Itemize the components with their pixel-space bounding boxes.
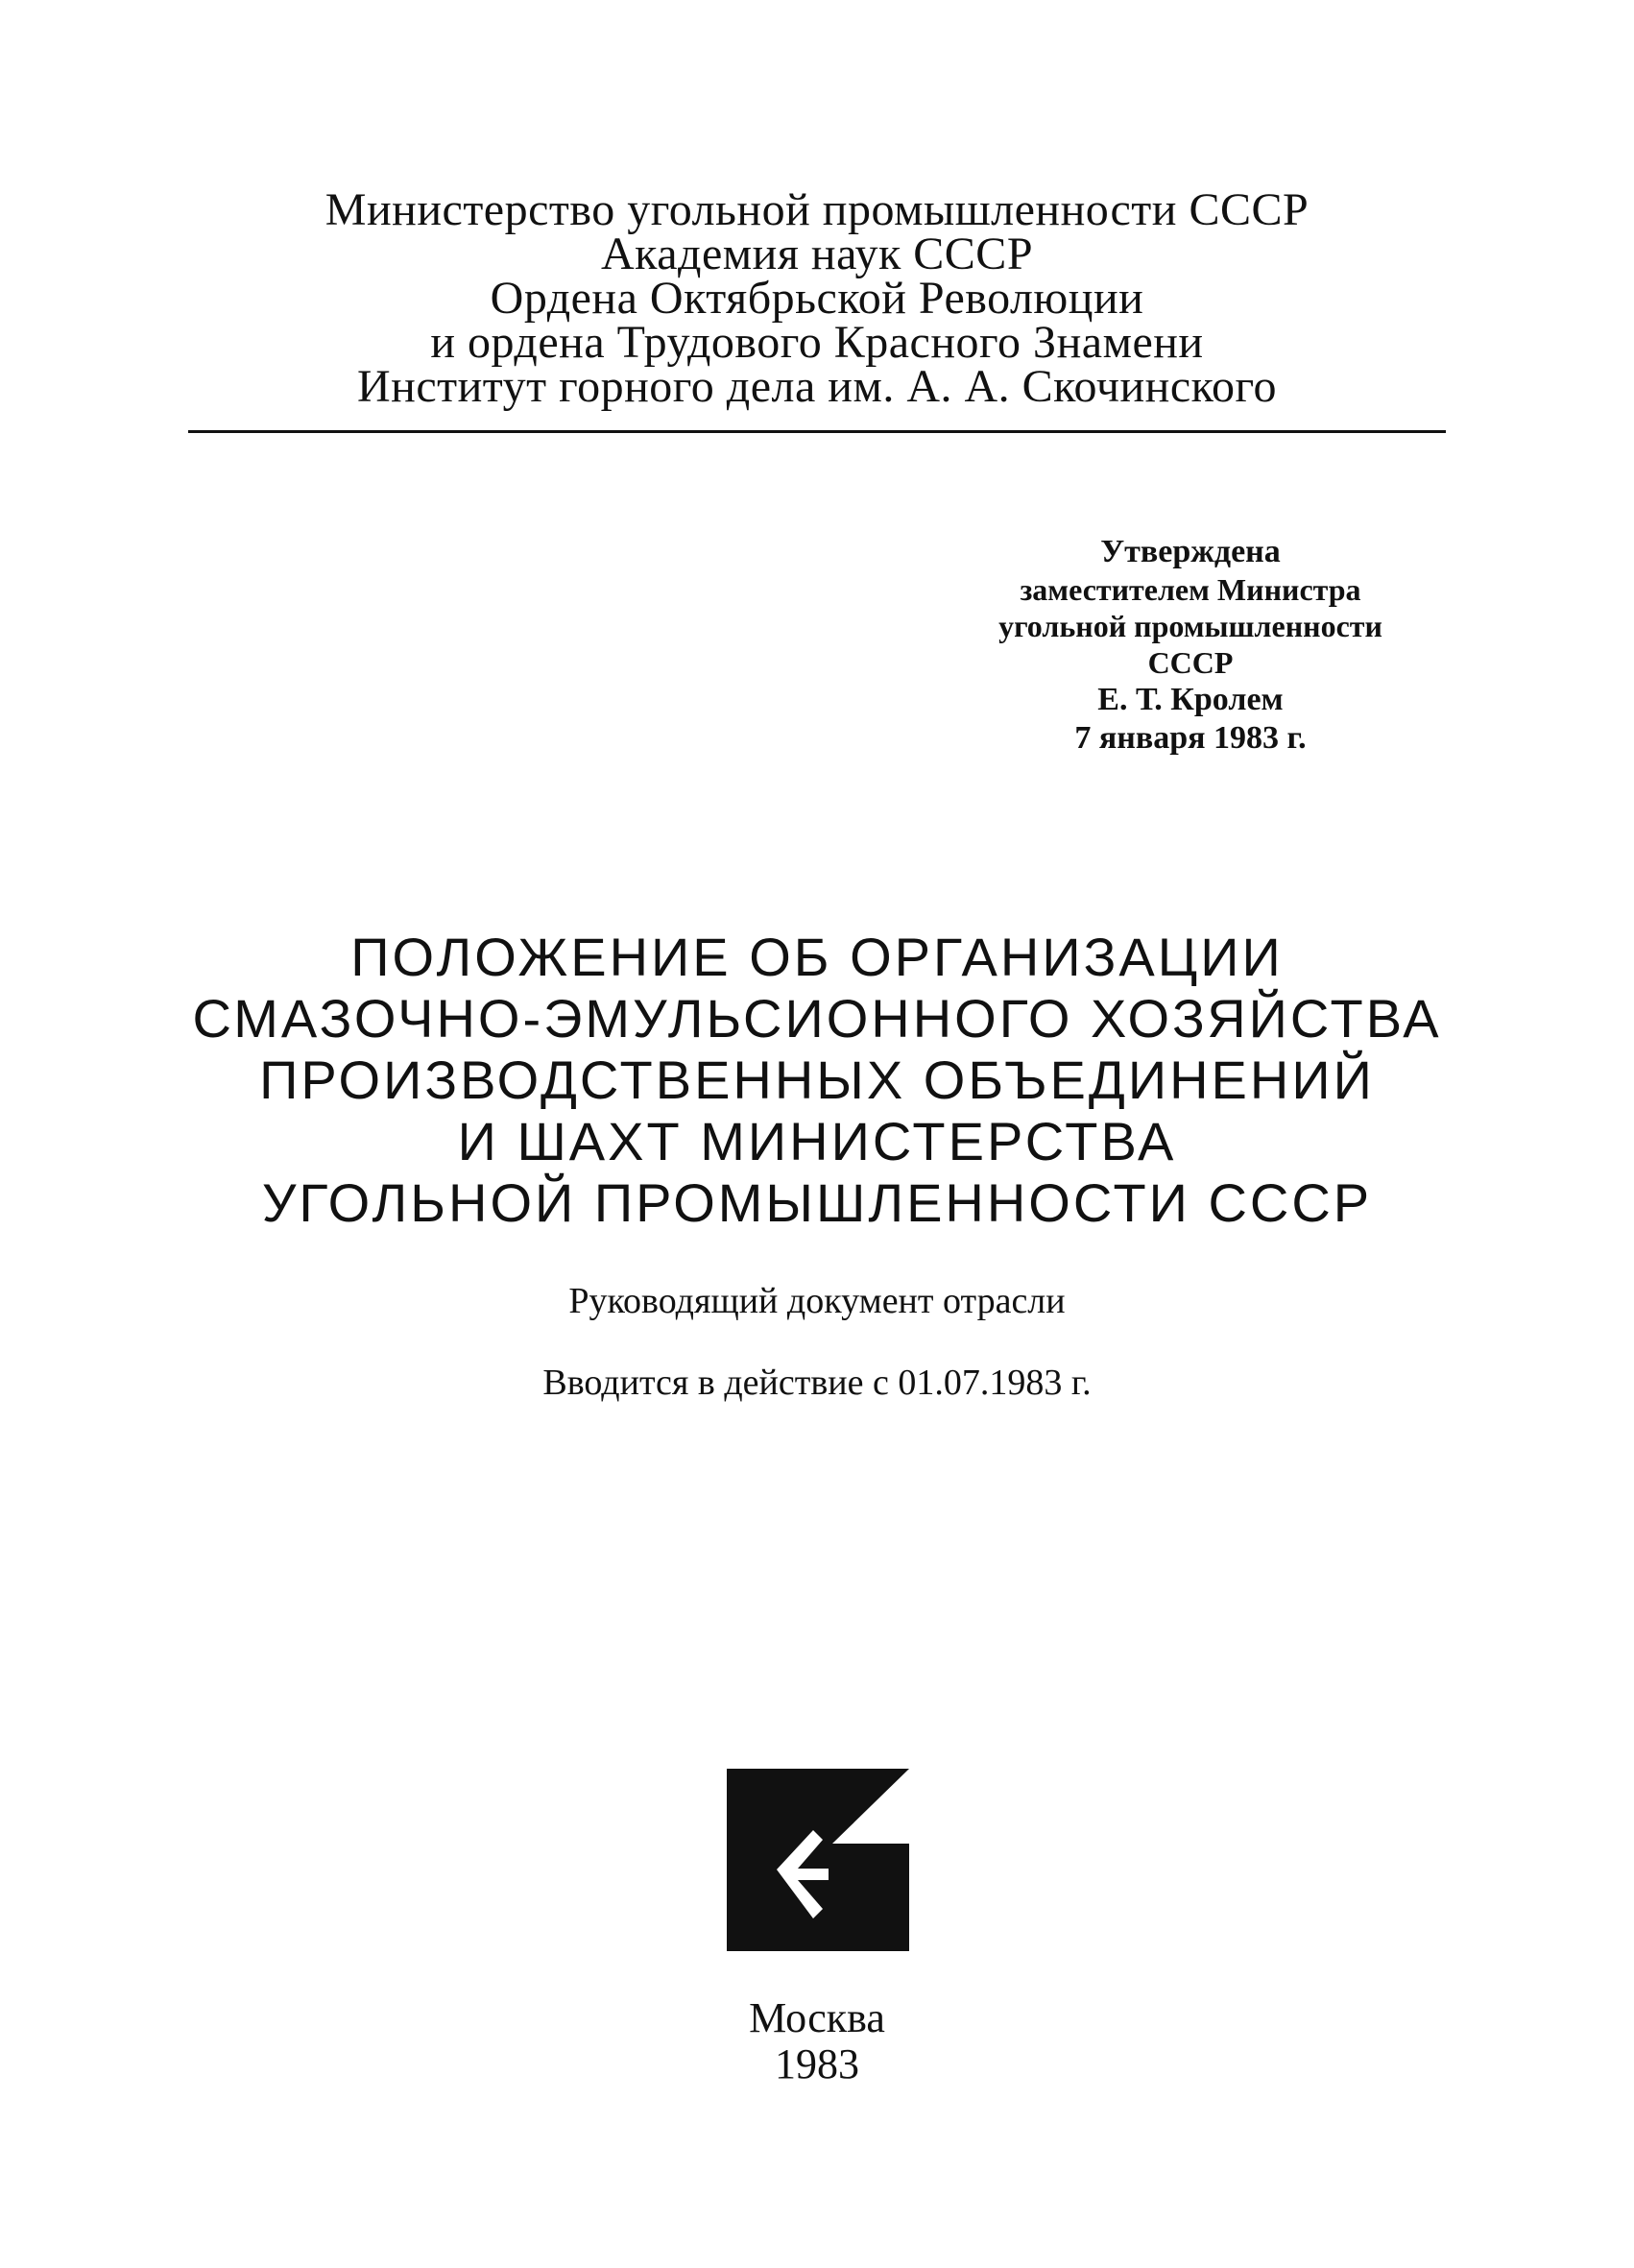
title-line-1: ПОЛОЖЕНИЕ ОБ ОРГАНИЗАЦИИ bbox=[350, 927, 1284, 987]
header-divider bbox=[188, 430, 1446, 433]
approval-date: 7 января 1983 г. bbox=[1074, 720, 1307, 756]
header-line-ministry: Министерство угольной промышленности СССР bbox=[324, 184, 1310, 235]
title-line-5: УГОЛЬНОЙ ПРОМЫШЛЕННОСТИ СССР bbox=[261, 1172, 1373, 1233]
institution-header bbox=[188, 184, 1446, 412]
approval-by-line-2: угольной промышленности bbox=[998, 609, 1382, 643]
header-line-academy: Академия наук СССР bbox=[600, 229, 1034, 279]
imprint bbox=[188, 1995, 1446, 2087]
header-line-order-revolution: Ордена Октябрьской Революции bbox=[490, 273, 1144, 324]
document-title bbox=[188, 927, 1446, 1234]
imprint-city: Москва bbox=[749, 1994, 885, 2041]
document-type: Руководящий документ отрасли bbox=[568, 1281, 1066, 1321]
approval-by-line-1: заместителем Министра bbox=[1020, 572, 1361, 607]
header-line-order-labour: и ордена Трудового Красного Знамени bbox=[430, 317, 1204, 368]
publisher-logo-icon bbox=[727, 1769, 909, 1951]
approval-by-line-3: СССР bbox=[1147, 645, 1234, 680]
effective-date: Вводится в действие с 01.07.1983 г. bbox=[542, 1363, 1092, 1403]
title-line-2: СМАЗОЧНО-ЭМУЛЬСИОННОГО ХОЗЯЙСТВА bbox=[192, 988, 1442, 1049]
title-line-3: ПРОИЗВОДСТВЕННЫХ ОБЪЕДИНЕНИЙ bbox=[259, 1050, 1375, 1110]
header-line-institute: Институт горного дела им. А. А. Скочинского bbox=[356, 361, 1278, 412]
approval-block bbox=[941, 533, 1440, 758]
imprint-year: 1983 bbox=[775, 2040, 859, 2087]
approval-approved: Утверждена bbox=[1100, 534, 1281, 569]
approval-name: Е. Т. Кролем bbox=[1097, 682, 1284, 717]
title-line-4: И ШАХТ МИНИСТЕРСТВА bbox=[457, 1111, 1177, 1171]
